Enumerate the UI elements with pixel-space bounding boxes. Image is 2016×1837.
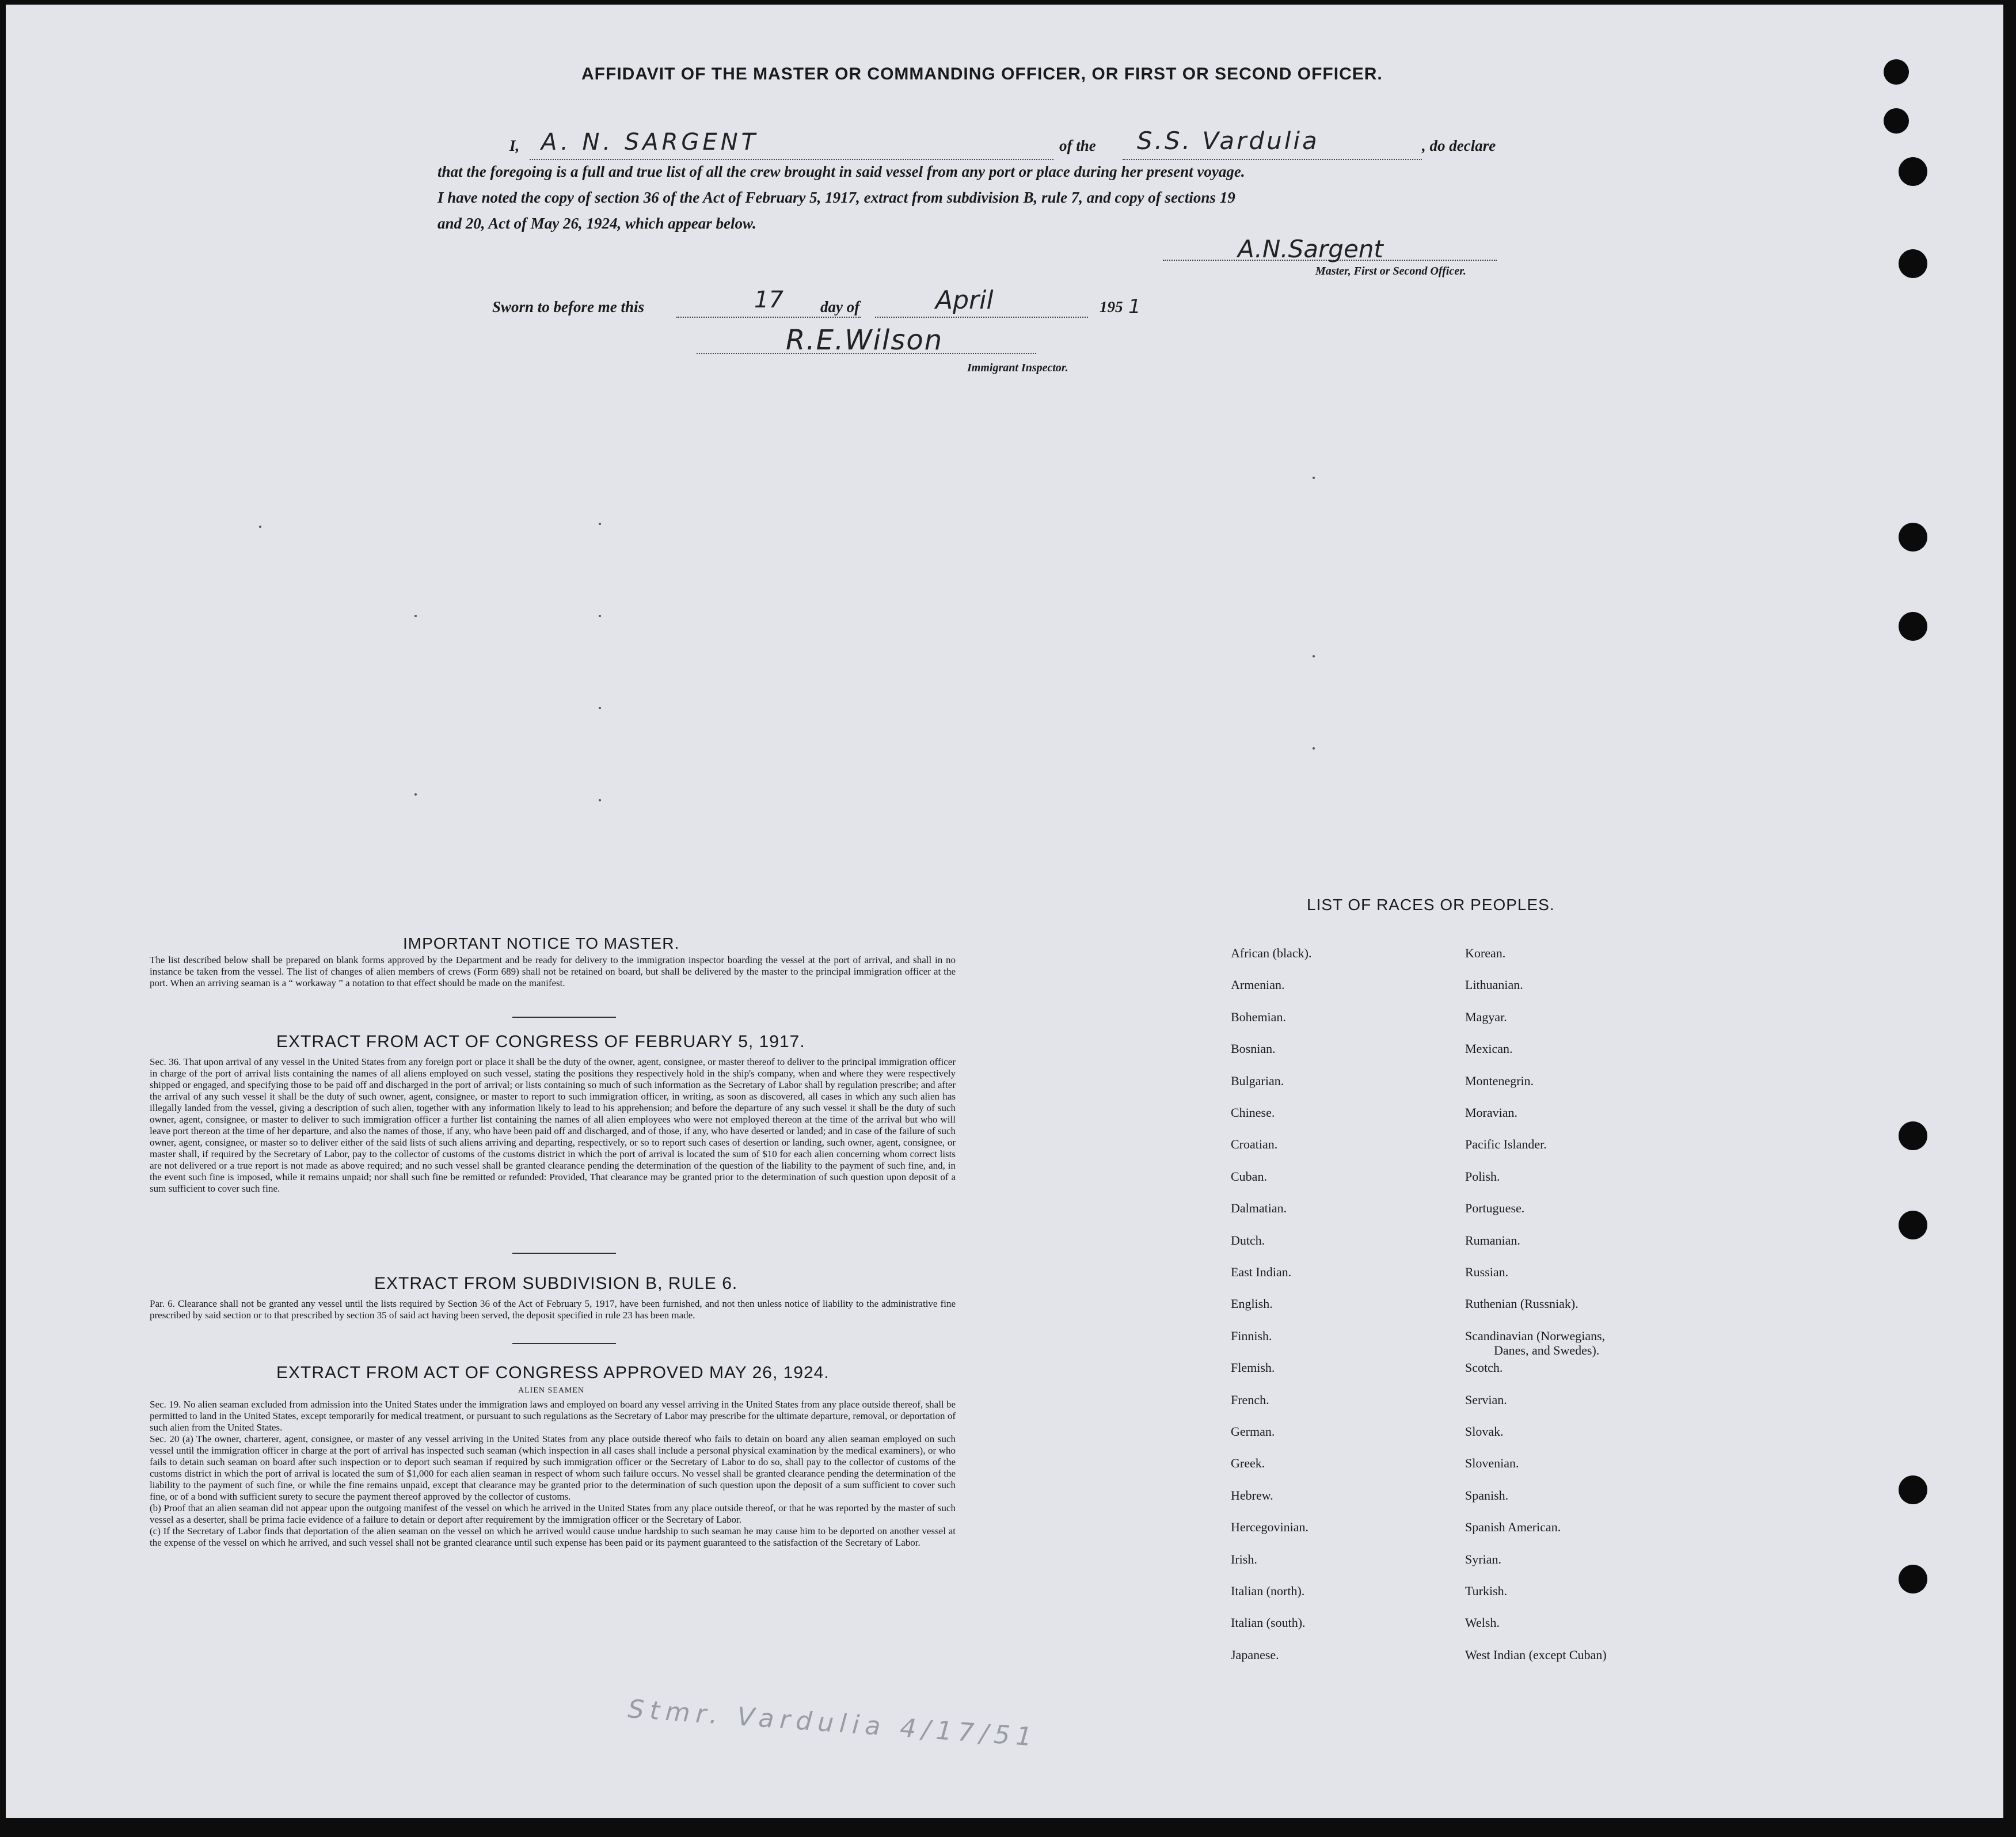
- section-20c: (c) If the Secretary of Labor finds that deportation of the alien seaman on the vessel on which he arrived would cause undue hardship to such seaman he may cause him to be deported on another vessel at the expense of the vessel on which he arrived, and such vessel shall not be granted clearance until such expense has been paid or its payment guaranteed to the satisfaction of the Secretary of Labor.: [150, 1526, 956, 1548]
- race-item: Bosnian.: [1231, 1041, 1276, 1056]
- race-item: Lithuanian.: [1465, 978, 1523, 992]
- divider-1: [512, 1017, 616, 1018]
- race-item: Cuban.: [1231, 1169, 1267, 1184]
- extract-1917-title: EXTRACT FROM ACT OF CONGRESS OF FEBRUARY 5, 1917.: [276, 1032, 805, 1051]
- binding-hole: [1899, 612, 1927, 641]
- race-item: Dalmatian.: [1231, 1201, 1287, 1216]
- notice-title: IMPORTANT NOTICE TO MASTER.: [403, 934, 680, 952]
- race-item: Moravian.: [1465, 1105, 1518, 1120]
- section-20b: (b) Proof that an alien seaman did not appear upon the outgoing manifest of the vessel on which he arrived in the United States from any place outside thereof, or that he was reported by the master of such vessel as a deserter, shall be prima facie evidence of a failure to detain or deport after requirement by the immigration officer or the Secretary of Labor.: [150, 1503, 956, 1525]
- race-item: Greek.: [1231, 1456, 1265, 1471]
- race-item: Korean.: [1465, 946, 1506, 960]
- day-value: 17: [754, 287, 783, 313]
- race-item: African (black).: [1231, 946, 1312, 960]
- race-item: Pacific Islander.: [1465, 1137, 1547, 1152]
- month-value: April: [935, 286, 994, 315]
- race-item: Chinese.: [1231, 1105, 1275, 1120]
- race-item: French.: [1231, 1392, 1269, 1407]
- sworn-label: Sworn to before me this: [492, 298, 645, 315]
- race-item: Croatian.: [1231, 1137, 1278, 1152]
- race-item: Slovenian.: [1465, 1456, 1519, 1471]
- binding-hole: [1899, 157, 1927, 186]
- document-page: [6, 5, 2003, 1818]
- divider-3: [512, 1343, 616, 1344]
- scan-speck: [599, 615, 601, 617]
- binding-hole: [1899, 1121, 1927, 1150]
- race-item: Bohemian.: [1231, 1009, 1286, 1024]
- scan-speck: [1313, 747, 1315, 750]
- race-item: Finnish.: [1231, 1328, 1272, 1343]
- signature-caption: Master, First or Second Officer.: [1315, 265, 1466, 277]
- race-item: Scotch.: [1465, 1360, 1503, 1375]
- race-item: Slovak.: [1465, 1424, 1504, 1439]
- race-item: Irish.: [1231, 1551, 1257, 1566]
- extract-rule6-title: EXTRACT FROM SUBDIVISION B, RULE 6.: [374, 1274, 738, 1293]
- extract-1924-subtitle: ALIEN SEAMEN: [518, 1386, 585, 1395]
- section-20a: Sec. 20 (a) The owner, charterer, agent, consignee, or master of any vessel arriving in the United States from any place outside thereof who fails to detain on board any alien seaman employed on such vessel until the immigration officer in charge at the port of arrival has inspected such seaman (which inspection in all cases shall include a personal physical examination by the medical examiners), or who fails to detain such seaman on board after such inspection or to deport such seaman if required by such immigration officer or the Secretary of Labor to do so, shall pay to the collector of customs of the customs district in which the port of arrival is located the sum of $1,000 for each alien seaman in respect of whom such failure occurs. No vessel shall be granted clearance pending the determination of the liability to the payment of such fine, or while the fine remains unpaid, except that clearance may be granted prior to the determination of such question upon the deposit of a sum sufficient to cover such fine, or of a bond with sufficient surety to secure the payment thereof approved by the collector of customs.: [150, 1433, 956, 1502]
- master-name-line: [530, 159, 1053, 160]
- binding-hole: [1899, 1475, 1927, 1504]
- master-signature: A.N.Sargent: [1238, 235, 1383, 263]
- inspector-signature: R.E.Wilson: [786, 324, 944, 356]
- scan-speck: [414, 615, 417, 617]
- extract-1924-body: [150, 1399, 956, 1549]
- race-item: Armenian.: [1231, 978, 1285, 992]
- binding-hole: [1899, 1565, 1927, 1593]
- race-item: Russian.: [1465, 1265, 1509, 1279]
- race-item: Mexican.: [1465, 1041, 1513, 1056]
- extract-1924-title: EXTRACT FROM ACT OF CONGRESS APPROVED MAY 26, 1924.: [276, 1363, 830, 1382]
- race-item: Hercegovinian.: [1231, 1520, 1309, 1535]
- races-title: LIST OF RACES OR PEOPLES.: [1307, 896, 1555, 914]
- notice-body: The list described below shall be prepared on blank forms approved by the Department and be ready for delivery to the immigration inspector boarding the vessel at the port of arrival, and shall in no instance be taken from the vessel. The list of changes of alien members of crews (Form 689) shall not be retained on board, but shall be delivered by the master to the principal immigration officer at the port. When an arriving seaman is a “ workaway ” a notation to that effect should be made on the manifest.: [150, 954, 956, 988]
- binding-hole: [1899, 249, 1927, 278]
- race-item: Japanese.: [1231, 1647, 1279, 1662]
- scan-speck: [414, 793, 417, 796]
- race-item: Montenegrin.: [1465, 1073, 1534, 1088]
- race-item: German.: [1231, 1424, 1275, 1439]
- race-item: Spanish American.: [1465, 1520, 1561, 1535]
- pencil-note: Stmr. Vardulia 4/17/51: [627, 1694, 1039, 1752]
- race-item: English.: [1231, 1296, 1273, 1311]
- race-item: Syrian.: [1465, 1551, 1501, 1566]
- scan-speck: [1313, 655, 1315, 657]
- race-item: Scandinavian (Norwegians,: [1465, 1328, 1606, 1343]
- race-item: Welsh.: [1465, 1615, 1500, 1630]
- race-item: Flemish.: [1231, 1360, 1275, 1375]
- extract-rule6-body: Par. 6. Clearance shall not be granted any vessel until the lists required by Section 36 of the Act of February 5, 1917, have been furnished, and not then unless notice of liability to the administrative fine prescribed by said section or to that prescribed by section 35 of said act having been served, the deposit specified in rule 23 has been made.: [150, 1298, 956, 1321]
- race-item: Magyar.: [1465, 1009, 1507, 1024]
- do-declare: , do declare: [1422, 137, 1496, 154]
- binding-hole: [1899, 523, 1927, 552]
- binding-hole: [1884, 59, 1909, 85]
- race-item: Spanish.: [1465, 1488, 1509, 1503]
- race-item: Italian (north).: [1231, 1584, 1305, 1598]
- race-item: Turkish.: [1465, 1584, 1508, 1598]
- race-item: Rumanian.: [1465, 1233, 1520, 1248]
- i-label: I,: [509, 137, 520, 154]
- year-suffix: 1: [1128, 295, 1141, 318]
- inspector-caption: Immigrant Inspector.: [967, 362, 1068, 374]
- race-item: Bulgarian.: [1231, 1073, 1284, 1088]
- divider-2: [512, 1253, 616, 1254]
- month-line: [875, 317, 1088, 318]
- affidavit-line-2: that the foregoing is a full and true list of all the crew brought in said vessel from any port or place during her present voyage.: [438, 163, 1245, 180]
- scan-speck: [599, 707, 601, 709]
- year-prefix: 195: [1100, 298, 1123, 315]
- race-item: Dutch.: [1231, 1233, 1265, 1248]
- extract-1917-body: Sec. 36. That upon arrival of any vessel in the United States from any foreign port or place it shall be the duty of the owner, agent, consignee, or master thereof to deliver to the principal immigration officer in charge of the port of arrival lists containing the names of all aliens employed on such vessel, stating the positions they respectively hold in the ship's company, when and where they were respectively shipped or engaged, and specifying those to be paid off and discharged in the port of arrival; or lists containing so much of such information as the Secretary of Labor shall by regulation prescribe; and after the arrival of any such vessel it shall be the duty of such owner, agent, consignee, or master to report to such immigration officer, in writing, as soon as discovered, all cases in which any such alien has illegally landed from the vessel, giving a description of such alien, together with any information likely to lead to his apprehension; and before the departure of any such vessel it shall be the duty of such owner, agent, consignee, or master to deliver to such immigration officer a further list containing the names of all alien employees who were not employed thereon at the time of the arrival but who will leave port thereon at the time of her departure, and also the names of those, if any, who have been paid off and discharged, and of those, if any, who have deserted or landed; and in case of the failure of such owner, agent, consignee, or master so to deliver either of the said lists of such aliens arriving and departing, respectively, or so to report such cases of desertion or landing, such owner, agent, consignee, or master shall, if required by the Secretary of Labor, pay to the collector of customs of the customs district in which the port of arrival is located the sum of $10 for each alien concerning whom correct lists are not delivered or a true report is not made as above required; and no such vessel shall be granted clearance pending the determination of the question of the liability to the payment of such fine, and, in the event such fine is imposed, while it remains unpaid; nor shall such fine be remitted or refunded: Provided, That clearance may be granted prior to the determination of such question upon deposit of a sum sufficient to cover such fine.: [150, 1056, 956, 1194]
- affidavit-title: AFFIDAVIT OF THE MASTER OR COMMANDING OFFICER, OR FIRST OR SECOND OFFICER.: [581, 64, 1383, 83]
- race-item: Polish.: [1465, 1169, 1500, 1184]
- binding-hole: [1899, 1211, 1927, 1239]
- affidavit-line-4: and 20, Act of May 26, 1924, which appear below.: [438, 215, 756, 232]
- vessel-name-line: [1123, 159, 1422, 160]
- scan-speck: [1313, 477, 1315, 479]
- day-of-label: day of: [820, 298, 860, 315]
- of-the-label: of the: [1059, 137, 1096, 154]
- scan-speck: [259, 526, 261, 528]
- race-item: East Indian.: [1231, 1265, 1292, 1279]
- binding-hole: [1884, 108, 1909, 134]
- scan-speck: [599, 523, 601, 525]
- race-item: Hebrew.: [1231, 1488, 1273, 1503]
- race-item: West Indian (except Cuban): [1465, 1647, 1607, 1662]
- scan-speck: [599, 799, 601, 801]
- race-item: Servian.: [1465, 1392, 1507, 1407]
- race-item: Portuguese.: [1465, 1201, 1525, 1216]
- vessel-name: S.S. Vardulia: [1137, 127, 1319, 155]
- affidavit-line-3: I have noted the copy of section 36 of the Act of February 5, 1917, extract from subdivision B, rule 7, and copy of sections 19: [438, 189, 1235, 206]
- master-name: A. N. SARGENT: [541, 129, 759, 155]
- race-item: Italian (south).: [1231, 1615, 1306, 1630]
- race-item: Ruthenian (Russniak).: [1465, 1296, 1578, 1311]
- day-line: [676, 317, 861, 318]
- section-19: Sec. 19. No alien seaman excluded from admission into the United States under the immigration laws and employed on board any vessel arriving in the United States from any place outside thereof, shall be permitted to land in the United States, except temporarily for medical treatment, or pursuant to such regulations as the Secretary of Labor may prescribe for the ultimate departure, removal, or deportation of such alien from the United States.: [150, 1399, 956, 1433]
- race-scandinavian-cont: Danes, and Swedes).: [1494, 1343, 1600, 1357]
